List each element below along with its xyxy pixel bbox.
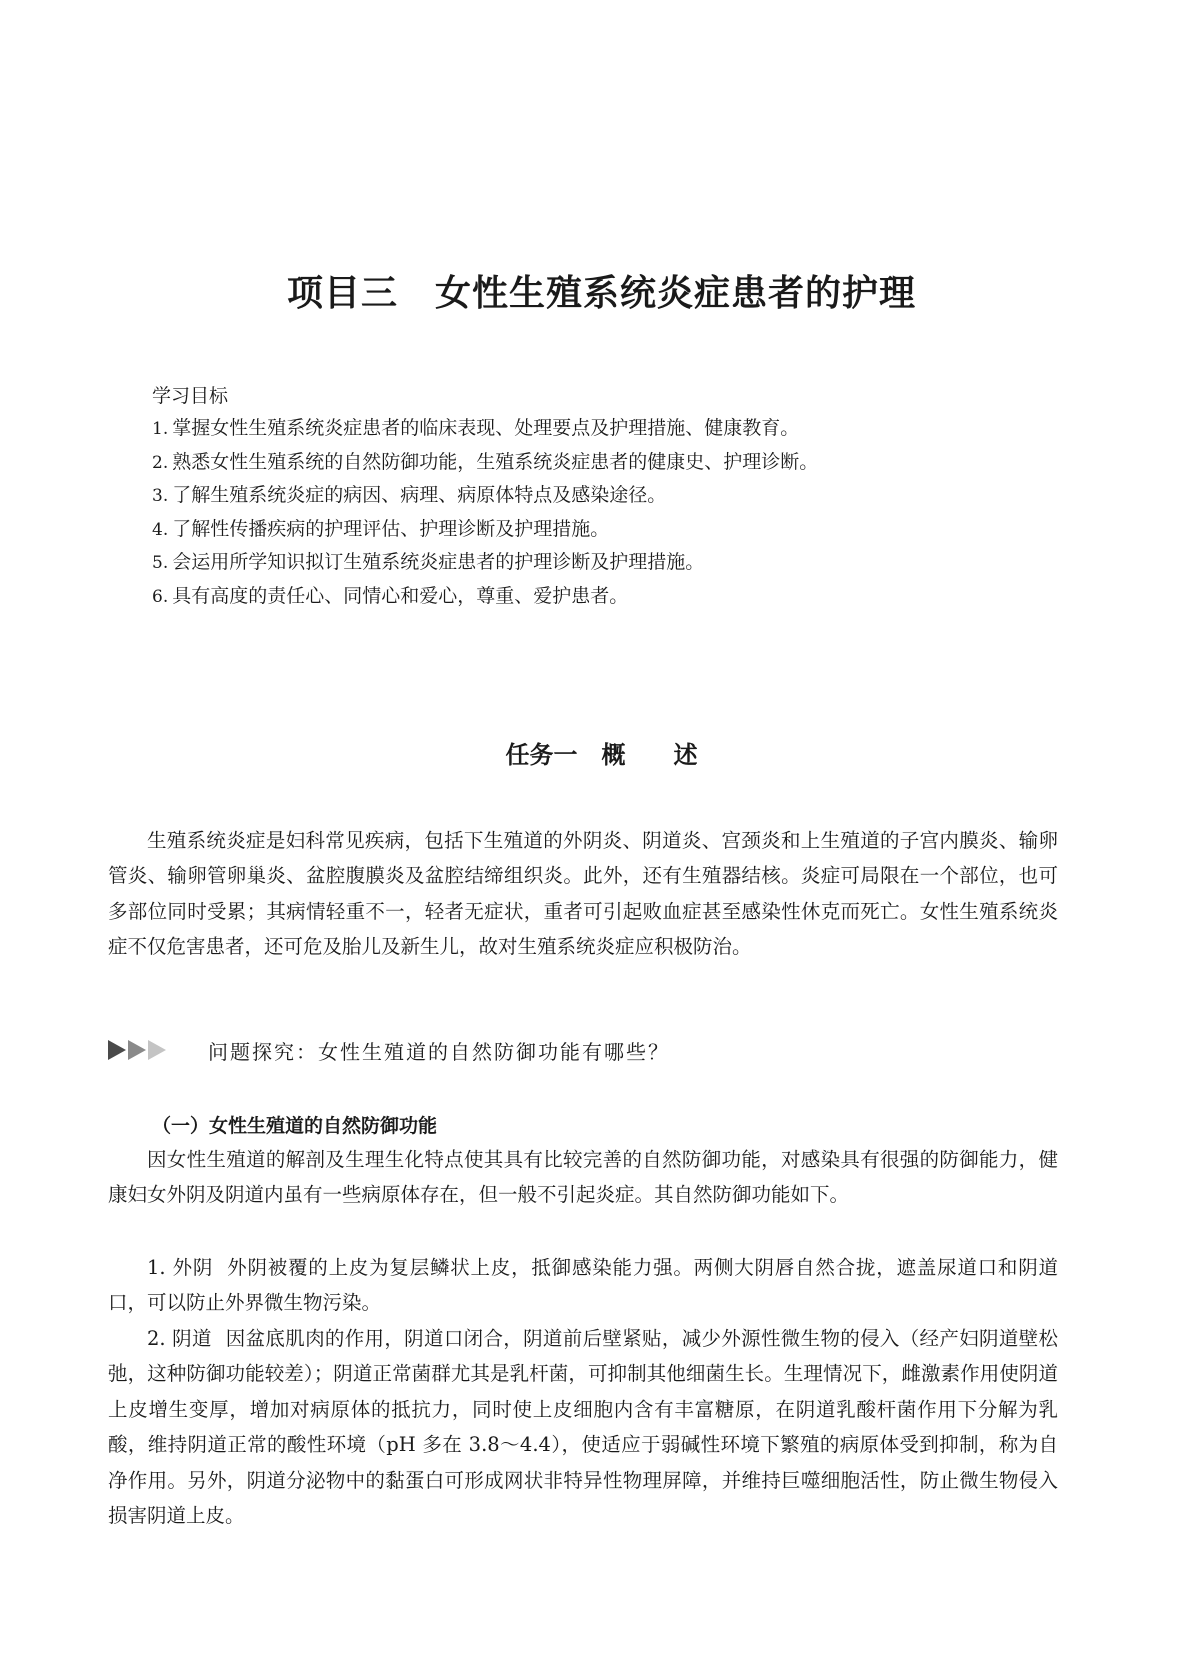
objective-number: 5.: [152, 553, 169, 573]
section-heading: （一）女性生殖道的自然防御功能: [152, 1115, 438, 1137]
question-callout: [108, 1032, 670, 1068]
triple-arrow-icon: [108, 1038, 172, 1062]
vulva-text: 外阴被覆的上皮为复层鳞状上皮，抵御感染能力强。两侧大阴唇自然合拢，遮盖尿道口和阴道口，可以防止外界微生物污染。: [108, 1256, 1058, 1315]
objectives-heading: 学习目标: [152, 385, 229, 407]
objective-item: [152, 479, 1092, 513]
objective-text: 会运用所学知识拟订生殖系统炎症患者的护理诊断及护理措施。: [172, 551, 705, 573]
objectives-list: [152, 412, 1092, 613]
intro-paragraph: 生殖系统炎症是妇科常见疾病，包括下生殖道的外阴炎、阴道炎、宫颈炎和上生殖道的子宫内膜炎、输卵管炎、输卵管卵巢炎、盆腔腹膜炎及盆腔结缔组织炎。此外，还有生殖器结核。炎症可局限在一个部位，也可多部位同时受累；其病情轻重不一，轻者无症状，重者可引起败血症甚至感染性休克而死亡。女性生殖系统炎症不仅危害患者，还可危及胎儿及新生儿，故对生殖系统炎症应积极防治。: [108, 829, 1058, 959]
objective-number: 1.: [152, 419, 169, 439]
callout-text: 问题探究：女性生殖道的自然防御功能有哪些？: [208, 1039, 670, 1064]
vulva-label: 1. 外阴: [147, 1256, 214, 1279]
chapter-title: 项目三 女性生殖系统炎症患者的护理: [286, 273, 916, 314]
objective-number: 6.: [152, 586, 169, 607]
vulva-paragraph: [108, 1250, 1058, 1321]
objective-item: [152, 580, 1092, 614]
objective-number: 4.: [152, 519, 169, 540]
objective-item: [152, 513, 1092, 547]
objective-number: 2.: [152, 452, 169, 473]
objective-item: [152, 546, 1092, 580]
section-paragraph: 因女性生殖道的解剖及生理生化特点使其具有比较完善的自然防御功能，对感染具有很强的防御能力，健康妇女外阴及阴道内虽有一些病原体存在，但一般不引起炎症。其自然防御功能如下。: [108, 1148, 1058, 1207]
objective-item: [152, 446, 1092, 480]
objective-item: [152, 412, 1092, 446]
objective-text: 了解性传播疾病的护理评估、护理诊断及护理措施。: [172, 517, 610, 540]
task-title: 任务一 概 述: [505, 741, 698, 769]
objective-text: 掌握女性生殖系统炎症患者的临床表现、处理要点及护理措施、健康教育。: [172, 417, 800, 439]
objective-text: 了解生殖系统炎症的病因、病理、病原体特点及感染途径。: [172, 484, 667, 506]
vagina-text: 因盆底肌肉的作用，阴道口闭合，阴道前后壁紧贴，减少外源性微生物的侵入（经产妇阴道壁松弛，这种防御功能较差）；阴道正常菌群尤其是乳杆菌，可抑制其他细菌生长。生理情况下，雌激素作用使阴道上皮增生变厚，增加对病原体的抵抗力，同时使上皮细胞内含有丰富糖原，在阴道乳酸杆菌作用下分解为乳酸，维持阴道正常的酸性环境（pH 多在 3.8～4.4），使适应于弱碱性环境下繁殖的病原体受到抑制，称为自净作用。另外，阴道分泌物中的黏蛋白可形成网状非特异性物理屏障，并维持巨噬细胞活性，防止微生物侵入损害阴道上皮。: [108, 1327, 1058, 1528]
objective-number: 3.: [152, 486, 169, 506]
objective-text: 熟悉女性生殖系统的自然防御功能，生殖系统炎症患者的健康史、护理诊断。: [172, 450, 819, 473]
objective-text: 具有高度的责任心、同情心和爱心，尊重、爱护患者。: [172, 584, 629, 607]
vagina-label: 2. 阴道: [147, 1327, 212, 1350]
vagina-paragraph: [108, 1321, 1058, 1533]
learning-objectives: [152, 380, 1092, 613]
